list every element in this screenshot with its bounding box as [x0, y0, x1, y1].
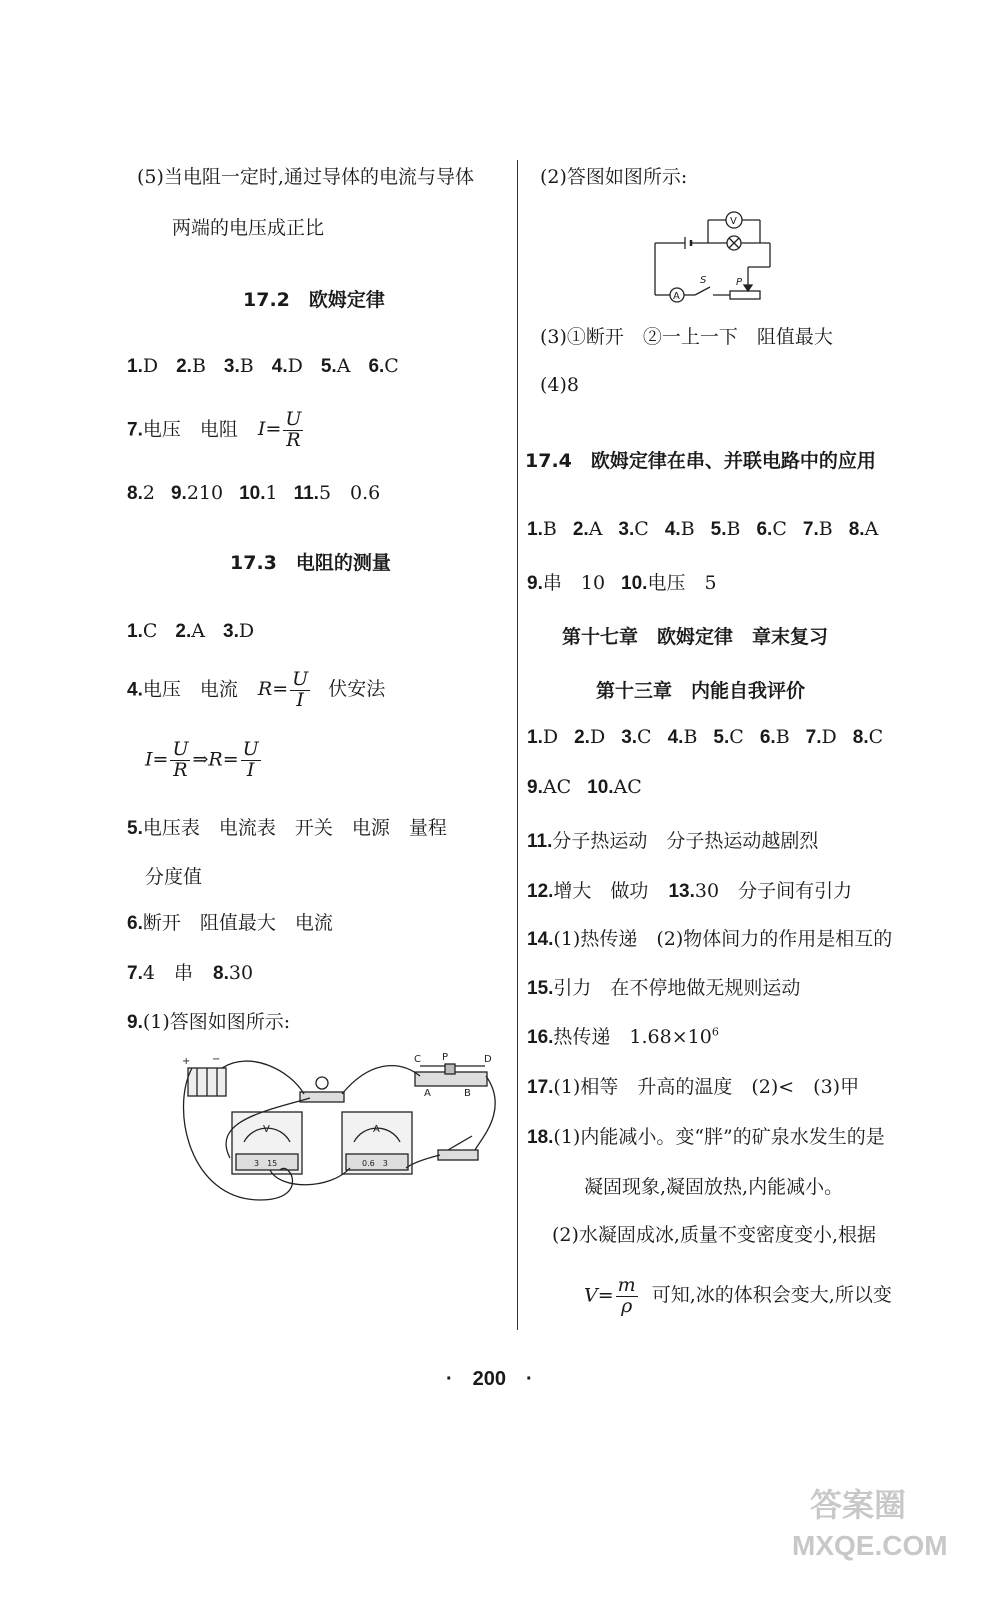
answer-r-3: (3)①断开 ②一上一下 阻值最大	[540, 326, 833, 348]
answer-value: C	[729, 726, 744, 748]
answer-item	[127, 620, 157, 642]
question-number: 3.	[223, 356, 240, 377]
answer-text: 电压 电阻	[142, 418, 238, 441]
answer-value: A	[336, 355, 351, 377]
answer-item	[272, 355, 303, 377]
question-number: 6.	[368, 356, 385, 377]
watermark-site: MXQE.COM	[792, 1530, 948, 1561]
answer-value: C	[772, 518, 787, 540]
answer-value: B	[775, 726, 790, 748]
question-number: 5.	[320, 356, 337, 377]
answer-r-4: (4)8	[540, 374, 580, 396]
question-number: 2.	[574, 727, 590, 748]
answer-ch13-q16: 16.热传递 $1.68\times 10^6$	[527, 1025, 719, 1048]
svg-text:+: +	[182, 1056, 191, 1067]
answer-item	[527, 776, 571, 798]
answer-value: A	[588, 518, 603, 540]
svg-text:D: D	[484, 1054, 492, 1065]
question-number: 7.	[802, 519, 819, 540]
answer-value: 210	[186, 482, 224, 504]
answer-value: D	[589, 726, 606, 748]
answer-value: 1	[265, 482, 278, 504]
answer-item	[171, 482, 223, 504]
question-number: 6.	[759, 727, 776, 748]
answer-value: C	[868, 726, 884, 748]
answer-value: D	[542, 726, 559, 748]
question-number: 7.	[805, 727, 822, 748]
question-number: 10.	[587, 777, 614, 798]
ohm-formula: I= $\frac{U}{R}$	[257, 408, 302, 451]
column-divider	[517, 160, 518, 1330]
answer-value: 2	[142, 482, 155, 504]
question-number: 9.	[527, 777, 543, 798]
formula-fraction: $\frac{U}{R}$	[285, 408, 302, 451]
answer-17-3-q4	[127, 670, 385, 711]
answer-value: B	[680, 518, 695, 540]
section-heading-17-2: 17.2 欧姆定律	[243, 289, 385, 311]
answer-item	[294, 482, 381, 504]
answer-value: B	[542, 518, 557, 540]
svg-text:V: V	[730, 216, 737, 227]
question-number: 1.	[127, 621, 143, 642]
answers-ch13-row2	[527, 776, 642, 799]
answer-ch13-q14: 14.(1)热传递 (2)物体间力的作用是相互的	[527, 928, 893, 950]
circuit-wiring-figure	[170, 1050, 500, 1210]
answer-value: AC	[613, 776, 642, 798]
answer-ch13-q18-line1: 18.(1)内能减小。变“胖”的矿泉水发生的是	[527, 1126, 885, 1148]
answer-value: 5 0.6	[318, 482, 381, 504]
circuit-schematic	[650, 205, 775, 310]
question-number: 8.	[848, 519, 865, 540]
answer-value: D	[238, 620, 255, 642]
answer-value: B	[191, 355, 206, 377]
answer-text: 电压 电流	[142, 678, 238, 701]
answer-17-3-q7-8: 7.4 串 8.30	[127, 962, 254, 984]
question-number: 9.	[170, 483, 187, 504]
answer-item	[527, 572, 605, 594]
answer-item	[574, 726, 605, 748]
page-number: · 200 ·	[446, 1368, 533, 1390]
question-number: 6.	[756, 519, 773, 540]
svg-text:A: A	[673, 291, 680, 302]
watermark-logo: 答案圈	[810, 1487, 907, 1523]
answers-17-2-row1	[127, 355, 399, 378]
answer-value: C	[634, 518, 649, 540]
answer-value: C	[637, 726, 652, 748]
answer-item	[239, 482, 278, 504]
question-number: 9.	[527, 573, 543, 594]
svg-text:P: P	[442, 1052, 449, 1063]
answer-value: 串 10	[542, 572, 606, 594]
answer-value: B	[818, 518, 833, 540]
question-number: 8.	[127, 483, 143, 504]
question-number: 4.	[271, 356, 288, 377]
answer-value: B	[239, 355, 254, 377]
resistance-formula: R= $\frac{U}{I}$	[257, 668, 309, 711]
answer-item	[127, 355, 158, 377]
svg-text:A: A	[424, 1088, 431, 1099]
answer-ch13-q18-line3: (2)水凝固成冰,质量不变密度变小,根据	[552, 1224, 876, 1246]
answer-text: 伏安法	[328, 678, 386, 701]
question-number: 7.	[127, 419, 143, 441]
answer-17-2-q7	[127, 410, 305, 451]
answer-item	[668, 726, 698, 748]
answer-ch13-q18-line2: 凝固现象,凝固放热,内能减小。	[584, 1176, 844, 1198]
answer-item	[711, 518, 741, 540]
question-number: 5.	[713, 727, 730, 748]
chapter-heading-13-evaluation: 第十三章 内能自我评价	[596, 680, 806, 702]
answer-item	[527, 518, 557, 540]
question-number: 11.	[293, 483, 319, 504]
answer-item	[224, 355, 254, 377]
question-number: 3.	[618, 519, 635, 540]
answer-item	[760, 726, 790, 748]
derivation-formula: I= $\frac{U}{R}$ ⇒R= $\frac{U}{I}$	[145, 738, 259, 781]
answer-item	[621, 726, 651, 748]
svg-text:−: −	[212, 1054, 221, 1065]
answer-item	[756, 518, 786, 540]
answer-item	[127, 482, 155, 504]
svg-text:P: P	[736, 277, 743, 288]
question-number: 4.	[127, 679, 143, 701]
svg-text:C: C	[414, 1054, 421, 1065]
answer-item	[803, 518, 833, 540]
answer-value: 电压 5	[647, 572, 717, 594]
answer-17-3-q9: 9.(1)答图如图所示:	[127, 1011, 291, 1033]
answers-17-4-row1	[527, 518, 878, 541]
answer-5-line2: 两端的电压成正比	[172, 217, 325, 239]
question-number: 2.	[175, 621, 192, 642]
answer-item	[573, 518, 603, 540]
answer-r-2: (2)答图如图所示:	[540, 166, 688, 188]
answer-item	[665, 518, 695, 540]
answer-value: D	[142, 355, 159, 377]
answer-item	[587, 776, 642, 798]
answer-item	[527, 726, 558, 748]
answer-item	[176, 355, 206, 377]
question-number: 5.	[710, 519, 727, 540]
question-number: 1.	[127, 356, 143, 377]
answers-17-4-row2	[527, 568, 717, 595]
answer-5-line1: (5)当电阻一定时,通过导体的电流与导体	[137, 166, 474, 188]
answer-item	[321, 355, 351, 377]
answer-item	[368, 355, 398, 377]
question-number: 4.	[667, 727, 684, 748]
answers-ch13-row1	[527, 726, 883, 749]
chapter-heading-17-review: 第十七章 欧姆定律 章末复习	[562, 626, 829, 648]
answer-value: C	[384, 355, 399, 377]
question-number: 3.	[223, 621, 239, 642]
question-number: 2.	[572, 519, 589, 540]
answer-item	[621, 572, 717, 594]
answer-item	[713, 726, 743, 748]
answer-value: A	[191, 620, 205, 642]
answer-ch13-q11: 11.分子热运动 分子热运动越剧烈	[527, 830, 819, 852]
question-number: 10.	[239, 483, 266, 504]
answer-value: AC	[542, 776, 572, 798]
question-number: 10.	[621, 573, 648, 594]
question-number: 1.	[527, 727, 543, 748]
answer-17-3-q6: 6.断开 阻值最大 电流	[127, 912, 333, 934]
question-number: 8.	[852, 727, 869, 748]
answer-value: D	[821, 726, 837, 748]
section-heading-17-3: 17.3 电阻的测量	[230, 552, 391, 574]
svg-text:0.6 3: 0.6 3	[362, 1159, 388, 1168]
question-number: 2.	[176, 356, 192, 377]
answer-ch13-q12-13: 12.增大 做功 13.30 分子间有引力	[527, 880, 853, 902]
section-heading-17-4: 17.4 欧姆定律在串、并联电路中的应用	[525, 450, 876, 472]
question-number: 3.	[621, 727, 638, 748]
question-number: 1.	[527, 519, 543, 540]
answer-17-3-q5: 5.电压表 电流表 开关 电源 量程	[127, 817, 447, 839]
answer-ch13-q15: 15.引力 在不停地做无规则运动	[527, 977, 801, 999]
svg-text:A: A	[373, 1124, 380, 1135]
answer-value: A	[864, 518, 879, 540]
formula-var: I	[257, 418, 266, 441]
answer-value: B	[726, 518, 741, 540]
answer-item	[223, 620, 254, 642]
answer-ch13-q18-line4: V= $\frac{m}{\rho}$ 可知,冰的体积会变大,所以变	[584, 1274, 892, 1317]
svg-text:S: S	[700, 275, 707, 286]
answer-17-3-q5-cont: 分度值	[145, 866, 203, 888]
answer-item	[175, 620, 205, 642]
svg-text:3 15: 3 15	[254, 1159, 278, 1168]
answers-17-2-row3	[127, 478, 380, 505]
answer-item	[618, 518, 648, 540]
answer-item	[849, 518, 879, 540]
answer-item	[806, 726, 837, 748]
answer-ch13-q17: 17.(1)相等 升高的温度 (2)< (3)甲	[527, 1076, 860, 1098]
answer-item	[853, 726, 883, 748]
answer-value: B	[683, 726, 698, 748]
answers-17-3-row1	[127, 620, 254, 643]
question-number: 4.	[664, 519, 681, 540]
svg-text:V: V	[263, 1124, 270, 1135]
svg-text:B: B	[464, 1088, 471, 1099]
answer-value: C	[142, 620, 158, 642]
answer-value: D	[287, 355, 303, 377]
